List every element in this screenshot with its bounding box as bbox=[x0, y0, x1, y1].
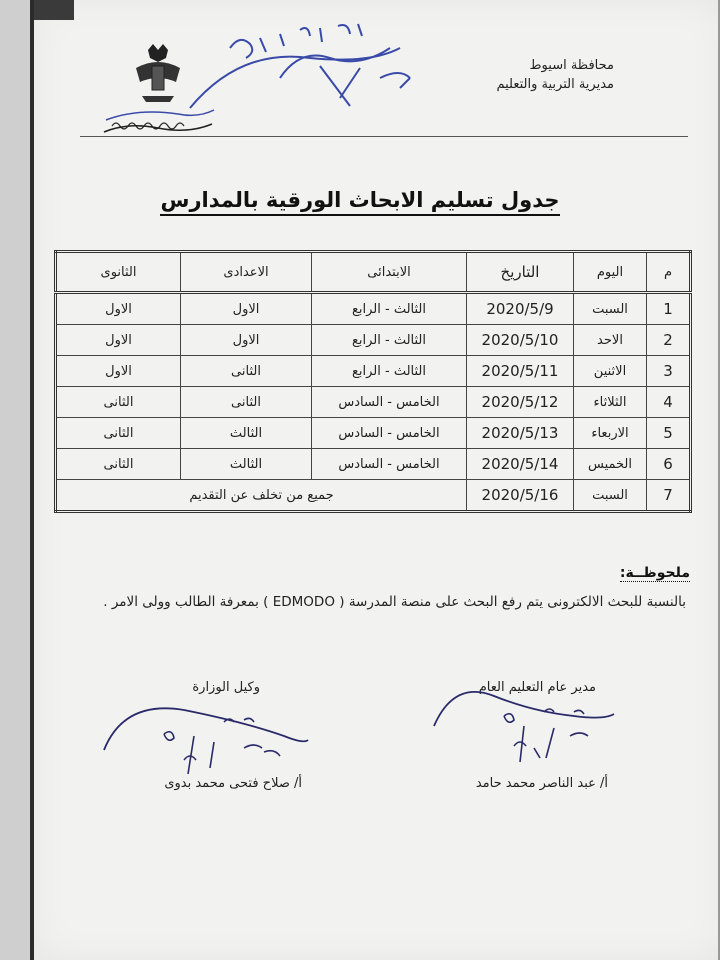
note-text: بالنسبة للبحث الالكترونى يتم رفع البحث على منصة المدرسة ( EDMODO ) بمعرفة الطالب وولى الامر . bbox=[103, 594, 686, 610]
directorate-name: مديرية التربية والتعليم bbox=[496, 77, 614, 92]
table-row bbox=[56, 325, 691, 356]
col-header-num: م bbox=[647, 252, 691, 293]
cell-date: 2020/5/10 bbox=[467, 325, 574, 356]
cell-num: 7 bbox=[647, 480, 691, 512]
cell-num: 6 bbox=[647, 449, 691, 480]
table-row bbox=[56, 449, 691, 480]
signature-left-icon bbox=[94, 700, 314, 780]
cell-secondary: الثانى bbox=[56, 418, 181, 449]
cell-primary: الثالث - الرابع bbox=[312, 356, 467, 387]
cell-prep: الثانى bbox=[181, 356, 312, 387]
signatory-name-left: أ/ صلاح فتحى محمد بدوى bbox=[164, 776, 302, 791]
cell-primary: الخامس - السادس bbox=[312, 418, 467, 449]
cell-num: 3 bbox=[647, 356, 691, 387]
cell-date: 2020/5/13 bbox=[467, 418, 574, 449]
col-header-primary: الابتدائى bbox=[312, 252, 467, 293]
col-header-date: التاريخ bbox=[467, 252, 574, 293]
cell-day: السبت bbox=[574, 293, 647, 325]
cell-day: الاحد bbox=[574, 325, 647, 356]
cell-date: 2020/5/14 bbox=[467, 449, 574, 480]
col-header-day: اليوم bbox=[574, 252, 647, 293]
signature-right-icon bbox=[424, 686, 624, 766]
cell-date: 2020/5/11 bbox=[467, 356, 574, 387]
cell-prep: الثالث bbox=[181, 449, 312, 480]
cell-num: 4 bbox=[647, 387, 691, 418]
cell-day: الخميس bbox=[574, 449, 647, 480]
schedule-table bbox=[54, 250, 692, 513]
cell-secondary: الاول bbox=[56, 325, 181, 356]
organization-header bbox=[496, 56, 614, 94]
signatory-title-right: مدير عام التعليم العام bbox=[478, 680, 596, 695]
signatory-title-left: وكيل الوزارة bbox=[192, 680, 260, 695]
cell-num: 1 bbox=[647, 293, 691, 325]
cell-prep: الاول bbox=[181, 293, 312, 325]
cell-primary: الثالث - الرابع bbox=[312, 325, 467, 356]
approval-signature-icon bbox=[170, 8, 470, 118]
document-title bbox=[0, 188, 720, 212]
cell-prep: الثانى bbox=[181, 387, 312, 418]
col-header-prep: الاعدادى bbox=[181, 252, 312, 293]
governorate-name: محافظة اسيوط bbox=[529, 58, 614, 73]
table-header-row bbox=[56, 252, 691, 293]
cell-num: 2 bbox=[647, 325, 691, 356]
cell-day: السبت bbox=[574, 480, 647, 512]
table-row bbox=[56, 293, 691, 325]
cell-primary: الخامس - السادس bbox=[312, 387, 467, 418]
cell-day: الثلاثاء bbox=[574, 387, 647, 418]
table-row bbox=[56, 480, 691, 512]
cell-day: الاربعاء bbox=[574, 418, 647, 449]
cell-date: 2020/5/16 bbox=[467, 480, 574, 512]
cell-secondary: الاول bbox=[56, 293, 181, 325]
page-corner bbox=[34, 0, 74, 20]
cell-merged-note: جميع من تخلف عن التقديم bbox=[56, 480, 467, 512]
cell-prep: الاول bbox=[181, 325, 312, 356]
document-title-text: جدول تسليم الابحاث الورقية بالمدارس bbox=[160, 188, 559, 216]
cell-prep: الثالث bbox=[181, 418, 312, 449]
table-row bbox=[56, 418, 691, 449]
note-label bbox=[620, 565, 690, 581]
cell-num: 5 bbox=[647, 418, 691, 449]
cell-secondary: الثانى bbox=[56, 387, 181, 418]
table-row bbox=[56, 387, 691, 418]
cell-day: الاثنين bbox=[574, 356, 647, 387]
col-header-secondary: الثانوى bbox=[56, 252, 181, 293]
cell-date: 2020/5/9 bbox=[467, 293, 574, 325]
signatory-name-right: أ/ عبد الناصر محمد حامد bbox=[475, 776, 608, 791]
cell-primary: الخامس - السادس bbox=[312, 449, 467, 480]
note-label-text: ملحوظــة: bbox=[619, 565, 690, 581]
cell-date: 2020/5/12 bbox=[467, 387, 574, 418]
cell-secondary: الاول bbox=[56, 356, 181, 387]
cell-secondary: الثانى bbox=[56, 449, 181, 480]
table-row bbox=[56, 356, 691, 387]
header-divider bbox=[80, 136, 688, 137]
cell-primary: الثالث - الرابع bbox=[312, 293, 467, 325]
